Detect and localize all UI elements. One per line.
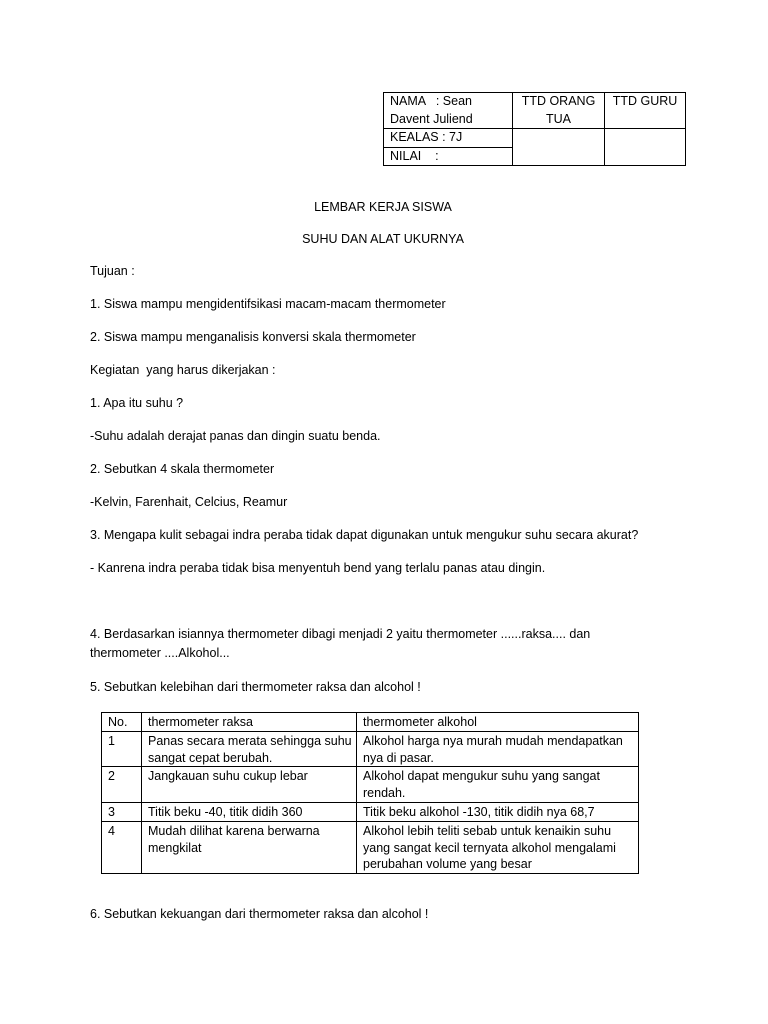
raksa-cell: Mudah dilihat karena berwarna mengkilat	[142, 821, 357, 873]
teacher-signature-label: TTD GURU	[605, 93, 686, 129]
teacher-signature-box	[605, 129, 686, 166]
answer-1: -Suhu adalah derajat panas dan dingin suatu benda.	[90, 429, 381, 443]
grade-cell: NILAI :	[384, 147, 513, 166]
raksa-cell: Jangkauan suhu cukup lebar	[142, 767, 357, 803]
table-row	[102, 731, 639, 767]
parent-signature-label: TTD ORANG TUA	[513, 93, 605, 129]
student-class-cell: KEALAS : 7J	[384, 129, 513, 148]
objective-item-1: 1. Siswa mampu mengidentifsikasi macam-macam thermometer	[90, 297, 446, 311]
worksheet-body	[90, 198, 676, 938]
parent-signature-box	[513, 129, 605, 166]
row-number-cell: 3	[102, 802, 142, 821]
question-6: 6. Sebutkan kekuangan dari thermometer raksa dan alcohol !	[90, 907, 429, 922]
student-name-cell: NAMA : Sean Davent Juliend	[384, 93, 513, 129]
activities-heading: Kegiatan yang harus dikerjakan :	[90, 363, 276, 377]
alkohol-cell: Alkohol harga nya murah mudah mendapatkan nya di pasar.	[357, 731, 639, 767]
question-3: 3. Mengapa kulit sebagai indra peraba tidak dapat digunakan untuk mengukur suhu secara akurat?	[90, 528, 639, 542]
table-header-row	[102, 713, 639, 732]
alkohol-cell: Titik beku alkohol -130, titik didih nya 68,7	[357, 802, 639, 821]
raksa-cell: Titik beku -40, titik didih 360	[142, 802, 357, 821]
question-4: 4. Berdasarkan isiannya thermometer dibagi menjadi 2 yaitu thermometer ......raksa.... dan thermometer ....Alkohol...	[90, 627, 591, 660]
table-row	[102, 821, 639, 873]
row-number-cell: 2	[102, 767, 142, 803]
alkohol-cell: Alkohol lebih teliti sebab untuk kenaikin suhu yang sangat kecil ternyata alkohol mengalami perubahan volume yang besar	[357, 821, 639, 873]
column-header-alkohol: thermometer alkohol	[357, 713, 639, 732]
question-1: 1. Apa itu suhu ?	[90, 396, 184, 410]
column-header-raksa: thermometer raksa	[142, 713, 357, 732]
answer-2: -Kelvin, Farenhait, Celcius, Reamur	[90, 495, 288, 509]
row-number-cell: 1	[102, 731, 142, 767]
row-number-cell: 4	[102, 821, 142, 873]
identity-row-name	[384, 93, 686, 129]
identity-row-class	[384, 129, 686, 148]
question-2: 2. Sebutkan 4 skala thermometer	[90, 462, 275, 476]
answer-3: - Kanrena indra peraba tidak bisa menyentuh bend yang terlalu panas atau dingin.	[90, 561, 546, 575]
worksheet-subtitle: SUHU DAN ALAT UKURNYA	[302, 232, 464, 246]
student-identity-table	[383, 92, 686, 166]
column-header-no: No.	[102, 713, 142, 732]
objectives-heading: Tujuan :	[90, 264, 135, 278]
question-5: 5. Sebutkan kelebihan dari thermometer raksa dan alcohol !	[90, 680, 421, 694]
worksheet-title: LEMBAR KERJA SISWA	[314, 200, 452, 214]
table-row	[102, 802, 639, 821]
raksa-cell: Panas secara merata sehingga suhu sangat cepat berubah.	[142, 731, 357, 767]
table-row	[102, 767, 639, 803]
objective-item-2: 2. Siswa mampu menganalisis konversi skala thermometer	[90, 330, 416, 344]
alkohol-cell: Alkohol dapat mengukur suhu yang sangat rendah.	[357, 767, 639, 803]
thermometer-comparison-table	[101, 712, 639, 874]
